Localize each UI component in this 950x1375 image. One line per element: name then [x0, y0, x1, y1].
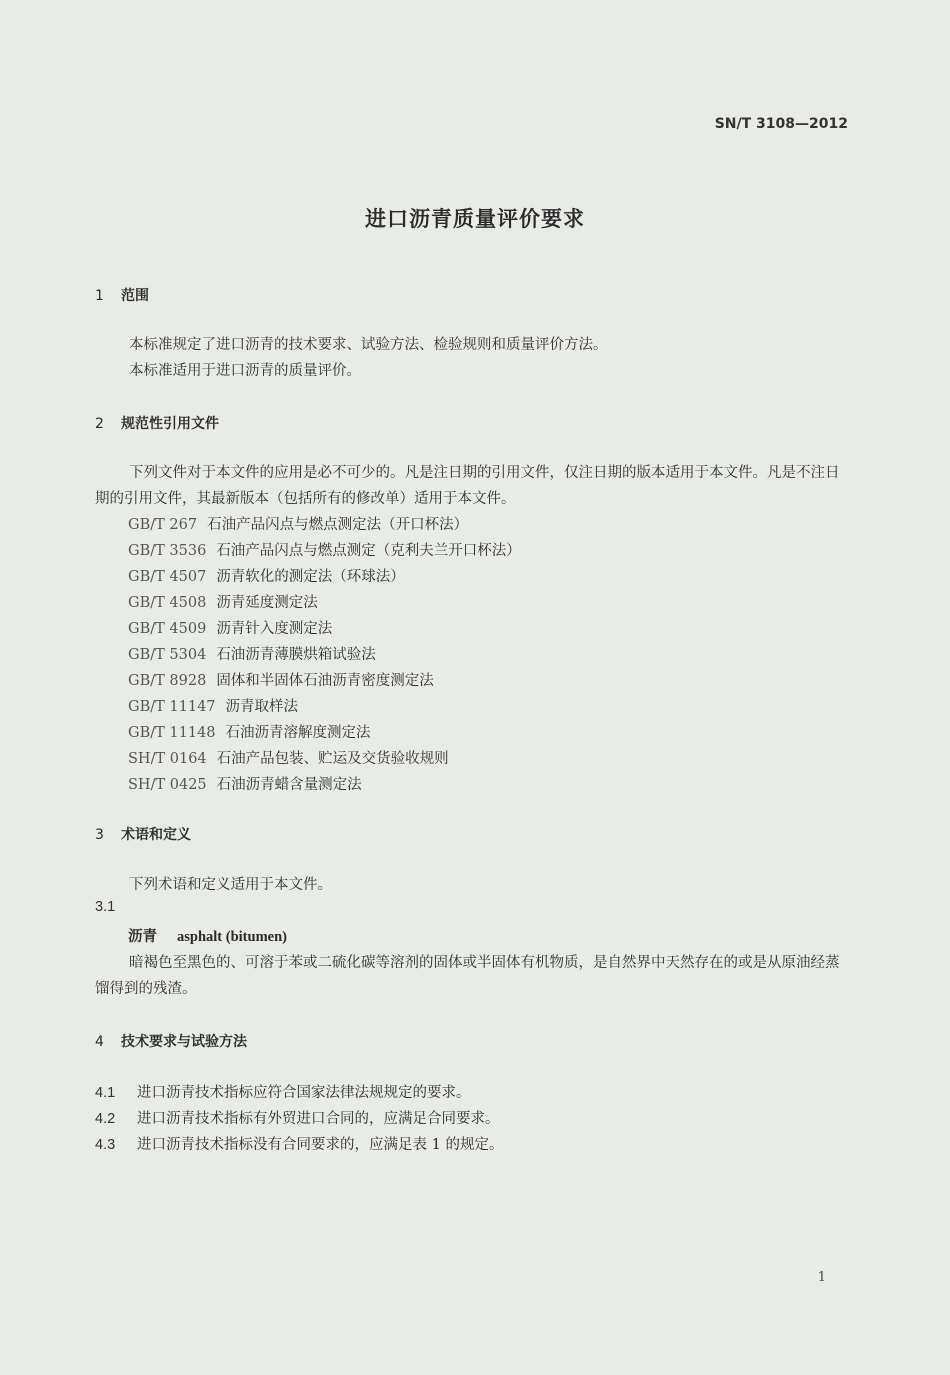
reference-code: GB/T 4508: [128, 595, 207, 611]
page-number: 1: [817, 1270, 826, 1285]
reference-title: 石油沥青溶解度测定法: [225, 725, 371, 741]
reference-code: GB/T 11148: [128, 725, 216, 741]
reference-item: [128, 564, 521, 590]
section-4-heading: [95, 1031, 247, 1051]
reference-item: [128, 668, 521, 694]
term-entry: [128, 925, 287, 946]
scope-paragraph-2: 本标准适用于进口沥青的质量评价。: [129, 363, 361, 379]
section-number: 1: [95, 288, 104, 304]
section-number: 3: [95, 827, 104, 843]
reference-title: 固体和半固体石油沥青密度测定法: [216, 673, 434, 689]
reference-title: 沥青取样法: [225, 699, 299, 715]
reference-item: [128, 538, 521, 564]
reference-item: [128, 616, 521, 642]
item-number: 4.1: [95, 1085, 116, 1101]
reference-item: [128, 720, 521, 746]
term-chinese: 沥青: [128, 928, 157, 945]
requirement-item: [95, 1107, 500, 1128]
terms-intro: 下列术语和定义适用于本文件。: [129, 877, 332, 893]
reference-title: 石油产品闪点与燃点测定法（开口杯法）: [207, 517, 469, 533]
reference-title: 沥青软化的测定法（环球法）: [216, 569, 405, 585]
reference-code: GB/T 11147: [128, 699, 216, 715]
references-intro: 下列文件对于本文件的应用是必不可少的。凡是注日期的引用文件，仅注日期的版本适用于本文件。凡是不注日期的引用文件，其最新版本（包括所有的修改单）适用于本文件。: [95, 465, 840, 507]
requirement-item: [95, 1133, 503, 1154]
reference-item: [128, 512, 521, 538]
section-3-heading: [95, 824, 191, 844]
reference-code: GB/T 5304: [128, 647, 207, 663]
reference-item: [128, 590, 521, 616]
item-text: 进口沥青技术指标没有合同要求的，应满足表 1 的规定。: [137, 1137, 504, 1153]
reference-code: GB/T 4509: [128, 621, 207, 637]
section-title: 技术要求与试验方法: [121, 1034, 247, 1050]
section-number: 2: [95, 416, 104, 432]
reference-title: 石油沥青蜡含量测定法: [216, 777, 362, 793]
item-text: 进口沥青技术指标应符合国家法律法规规定的要求。: [137, 1085, 471, 1101]
reference-title: 沥青针入度测定法: [216, 621, 333, 637]
clause-number: 3.1: [95, 899, 116, 915]
section-number: 4: [95, 1034, 104, 1050]
reference-code: SH/T 0425: [128, 777, 207, 793]
reference-code: GB/T 3536: [128, 543, 207, 559]
reference-item: [128, 642, 521, 668]
reference-title: 石油产品包装、贮运及交货验收规则: [216, 751, 449, 767]
item-text: 进口沥青技术指标有外贸进口合同的，应满足合同要求。: [137, 1111, 500, 1127]
section-title: 范围: [121, 288, 149, 304]
reference-item: [128, 694, 521, 720]
item-number: 4.2: [95, 1111, 116, 1127]
section-2-heading: [95, 413, 219, 433]
document-title: 进口沥青质量评价要求: [365, 207, 585, 231]
term-english: asphalt (bitumen): [177, 929, 287, 945]
item-number: 4.3: [95, 1137, 116, 1153]
section-title: 术语和定义: [121, 827, 191, 843]
reference-title: 石油沥青薄膜烘箱试验法: [216, 647, 376, 663]
section-title: 规范性引用文件: [121, 416, 219, 432]
reference-list: [128, 512, 521, 798]
term-definition: 暗褐色至黑色的、可溶于苯或二硫化碳等溶剂的固体或半固体有机物质，是自然界中天然存在的或是从原油经蒸馏得到的残渣。: [95, 955, 840, 997]
reference-code: SH/T 0164: [128, 751, 207, 767]
standard-code: SN/T 3108—2012: [714, 116, 848, 132]
reference-code: GB/T 8928: [128, 673, 207, 689]
reference-title: 沥青延度测定法: [216, 595, 318, 611]
reference-code: GB/T 267: [128, 517, 198, 533]
reference-code: GB/T 4507: [128, 569, 207, 585]
scope-paragraph-1: 本标准规定了进口沥青的技术要求、试验方法、检验规则和质量评价方法。: [129, 337, 608, 353]
requirement-item: [95, 1081, 471, 1102]
reference-title: 石油产品闪点与燃点测定（克利夫兰开口杯法）: [216, 543, 521, 559]
section-1-heading: [95, 285, 149, 305]
reference-item: [128, 772, 521, 798]
reference-item: [128, 746, 521, 772]
